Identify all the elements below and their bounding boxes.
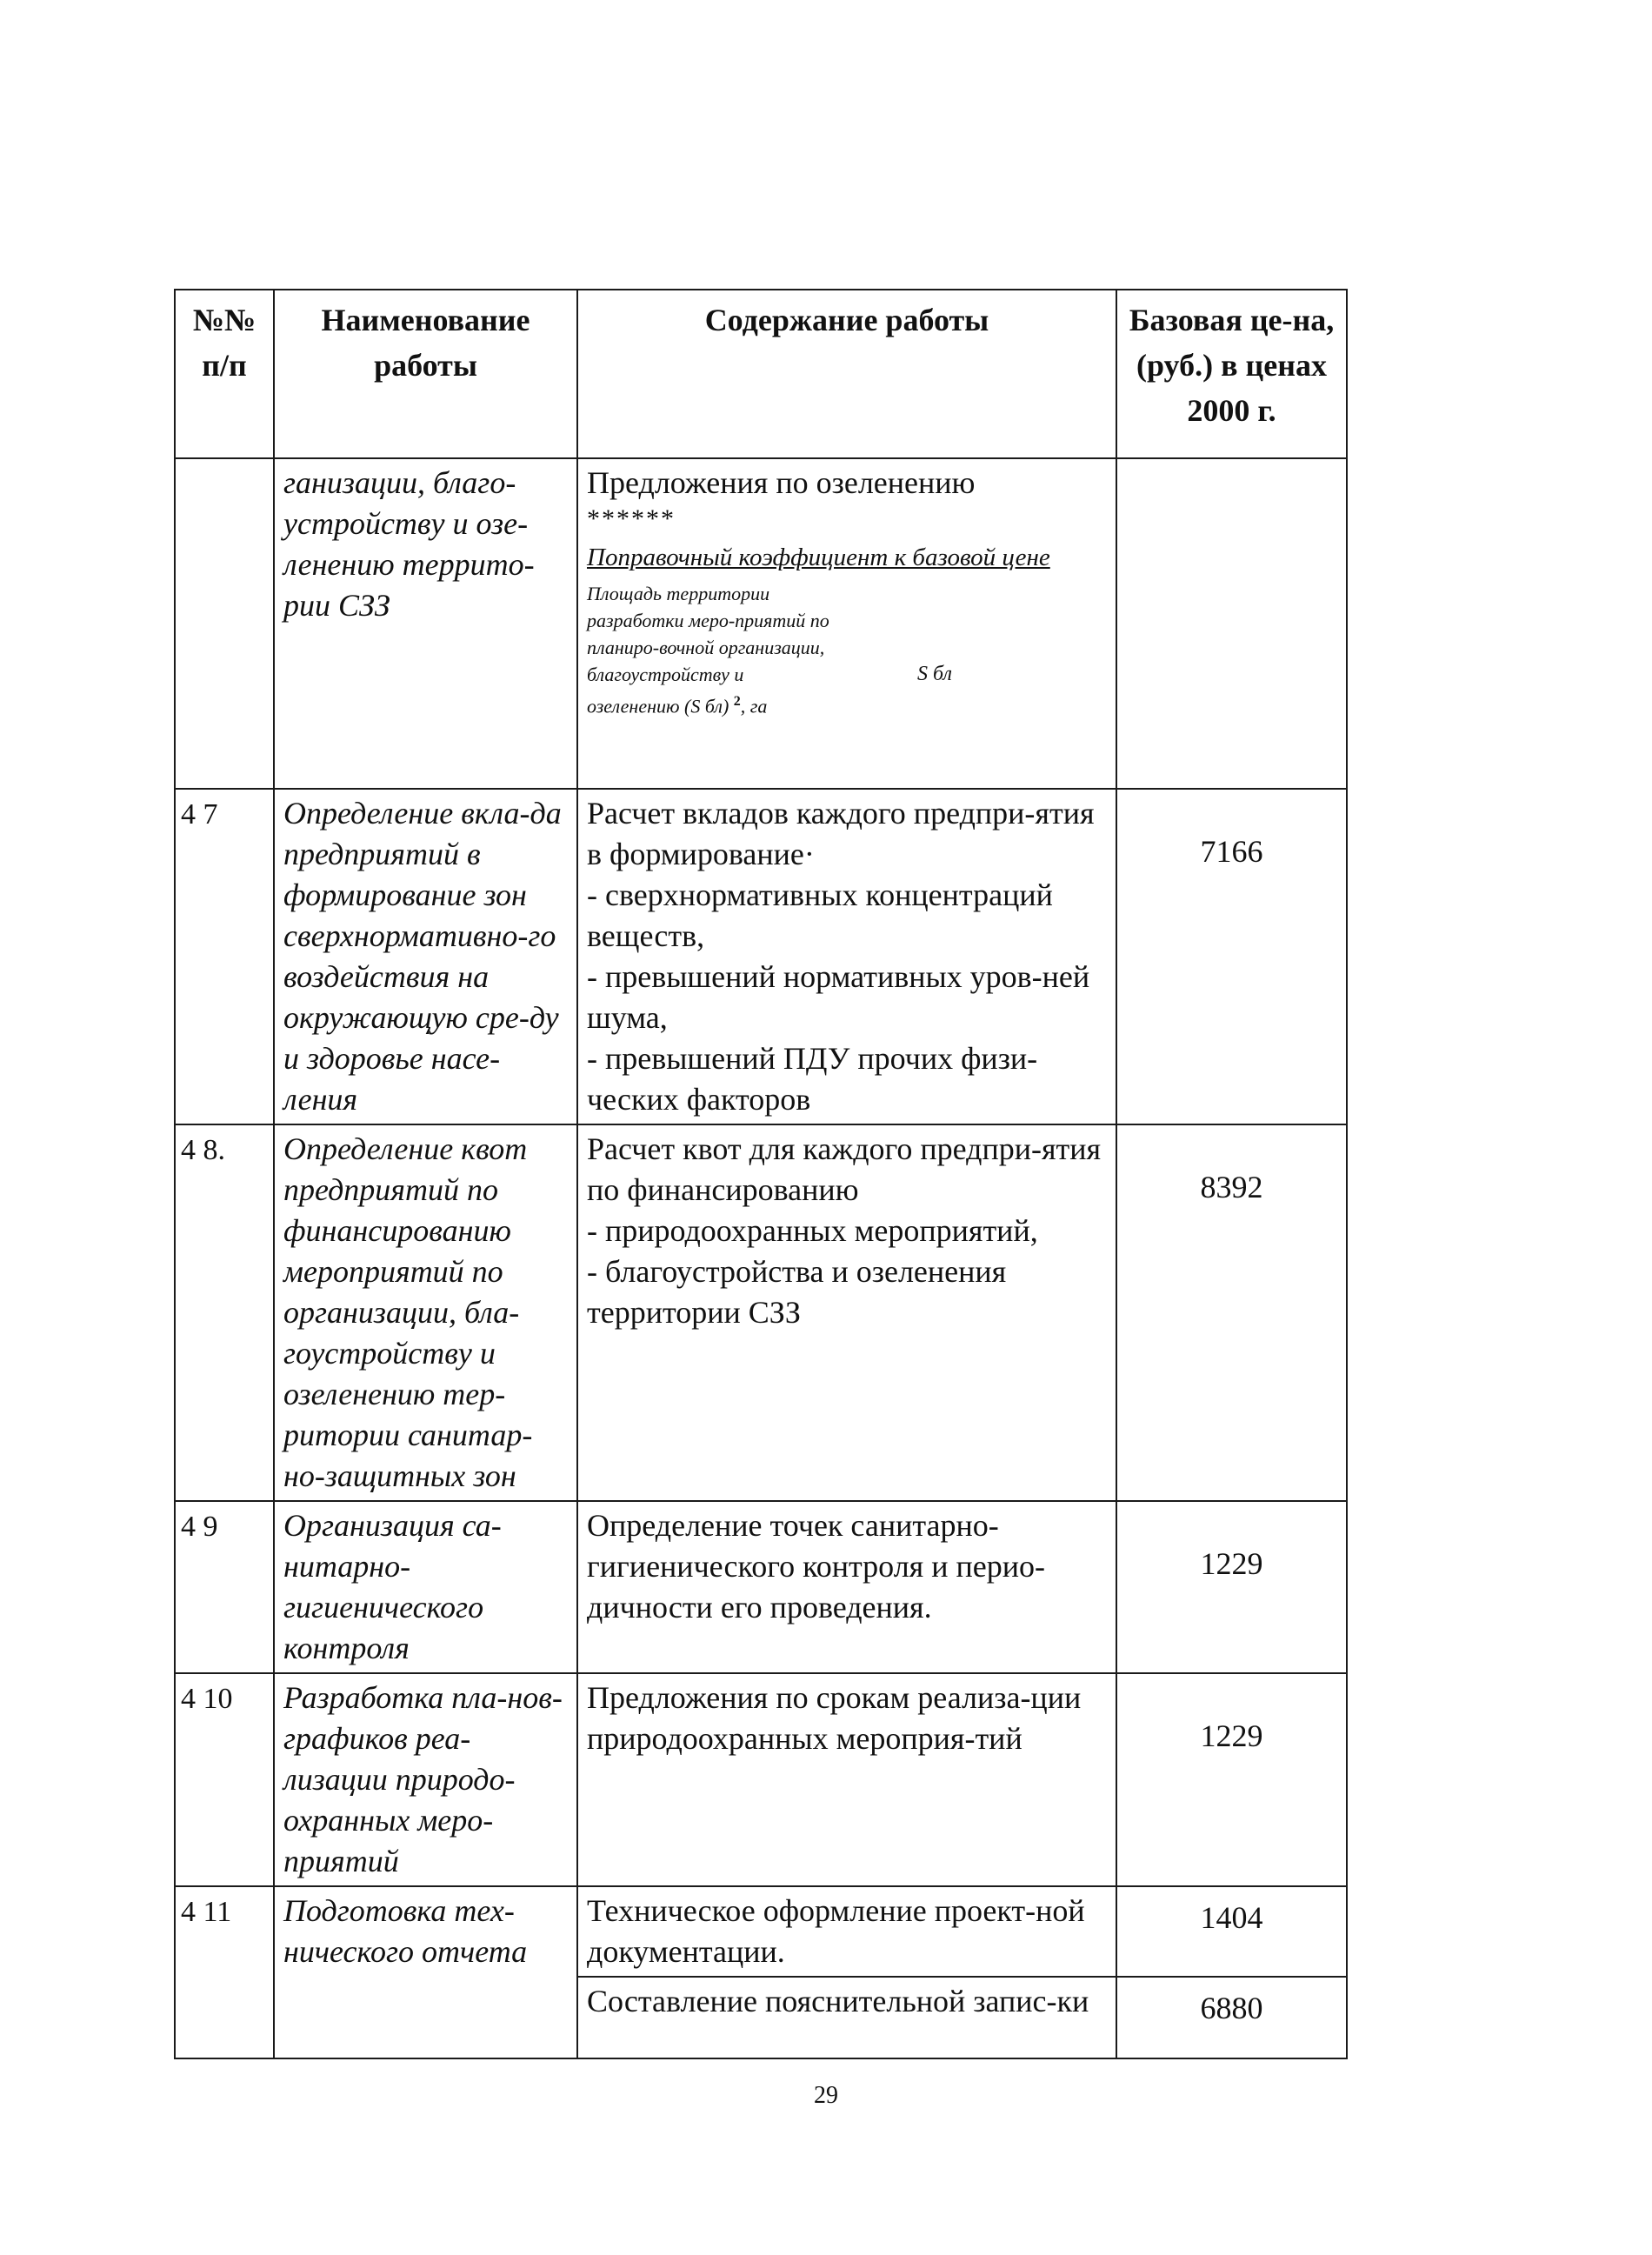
table-row [175, 1501, 1347, 1673]
work-price-table [174, 289, 1348, 2059]
header-name: Наименование работы [274, 290, 577, 458]
table-row [175, 1886, 1347, 1977]
table-row [175, 1673, 1347, 1886]
content-line: - превышений ПДУ прочих физи-ческих факторов [587, 1041, 1038, 1117]
content-line: - природоохранных мероприятий, [587, 1213, 1038, 1248]
price-cell [1116, 458, 1347, 789]
content-line: Расчет квот для каждого предпри-ятия по финансированию [587, 1131, 1102, 1207]
content-line: Техническое оформление проект-ной документации. [587, 1893, 1085, 1969]
price-cell: 1229 [1116, 1673, 1347, 1886]
formula-power: 2 [733, 694, 741, 709]
content-line: Предложения по срокам реализа-ции природоохранных мероприя-тий [587, 1680, 1082, 1756]
page-number: 29 [814, 2082, 838, 2109]
work-content-cell [577, 1977, 1116, 2058]
price-cell: 7166 [1116, 789, 1347, 1124]
formula-footer [587, 688, 1004, 719]
work-name-cell: Определение квот предприятий по финансированию мероприятий по организации, бла-гоустройству и озеленению тер-ритории санитар-но-защитных зон [274, 1124, 577, 1501]
header-num: №№ п/п [175, 290, 274, 458]
table-row [175, 1124, 1347, 1501]
row-num-cell [175, 458, 274, 789]
work-content-cell [577, 1501, 1116, 1673]
price-cell: 1229 [1116, 1501, 1347, 1673]
work-content-cell [577, 789, 1116, 1124]
table-row [175, 789, 1347, 1124]
content-line: - превышений нормативных уров-ней шума, [587, 959, 1090, 1035]
table-row-continuation [175, 458, 1347, 789]
coefficient-title: Поправочный коэффициент к базовой цене [587, 544, 1050, 571]
formula-unit: , га [740, 695, 768, 717]
work-name-cell: Подготовка тех-нического отчета [274, 1886, 577, 2058]
content-line: - сверхнормативных концентраций веществ, [587, 877, 1053, 953]
work-name-cell: Организация са-нитарно-гигиенического контроля [274, 1501, 577, 1673]
formula-footer-text: озеленению (S бл) [587, 695, 729, 717]
formula-description: Площадь территории разработки меро-приятий по планиро-вочной организации, благоустройству и [587, 583, 829, 685]
content-line: Расчет вкладов каждого предпри-ятия в формирование· [587, 796, 1095, 871]
work-name-cell: ганизации, благо-устройству и озе-ленению террито-рии СЗЗ [274, 458, 577, 789]
area-formula [587, 580, 1004, 719]
price-cell: 8392 [1116, 1124, 1347, 1501]
work-content-cell [577, 458, 1116, 789]
price-cell: 6880 [1116, 1977, 1347, 2058]
formula-symbol: S бл [917, 663, 952, 685]
row-num-cell: 4 11 [175, 1886, 274, 2058]
price-cell: 1404 [1116, 1886, 1347, 1977]
content-line: - благоустройства и озеленения территории СЗЗ [587, 1254, 1007, 1330]
stars-marker: ****** [587, 504, 676, 533]
content-line: Составление пояснительной запис-ки [587, 1984, 1089, 2018]
work-content-cell [577, 1886, 1116, 1977]
content-line: Определение точек санитарно-гигиенического контроля и перио-дичности его проведения. [587, 1508, 1045, 1625]
work-name-cell: Разработка пла-нов-графиков реа-лизации природо-охранных меро-приятий [274, 1673, 577, 1886]
work-name-cell: Определение вкла-да предприятий в формирование зон сверхнормативно-го воздействия на окружающую сре-ду и здоровье насе-ления [274, 789, 577, 1124]
header-price: Базовая це-на, (руб.) в ценах 2000 г. [1116, 290, 1347, 458]
row-num-cell: 4 7 [175, 789, 274, 1124]
row-num-cell: 4 9 [175, 1501, 274, 1673]
row-num-cell: 4 8. [175, 1124, 274, 1501]
row-num-cell: 4 10 [175, 1673, 274, 1886]
header-content: Содержание работы [577, 290, 1116, 458]
table-header-row [175, 290, 1347, 458]
work-content-cell [577, 1124, 1116, 1501]
work-content-cell [577, 1673, 1116, 1886]
content-line: Предложения по озеленению [587, 465, 976, 500]
